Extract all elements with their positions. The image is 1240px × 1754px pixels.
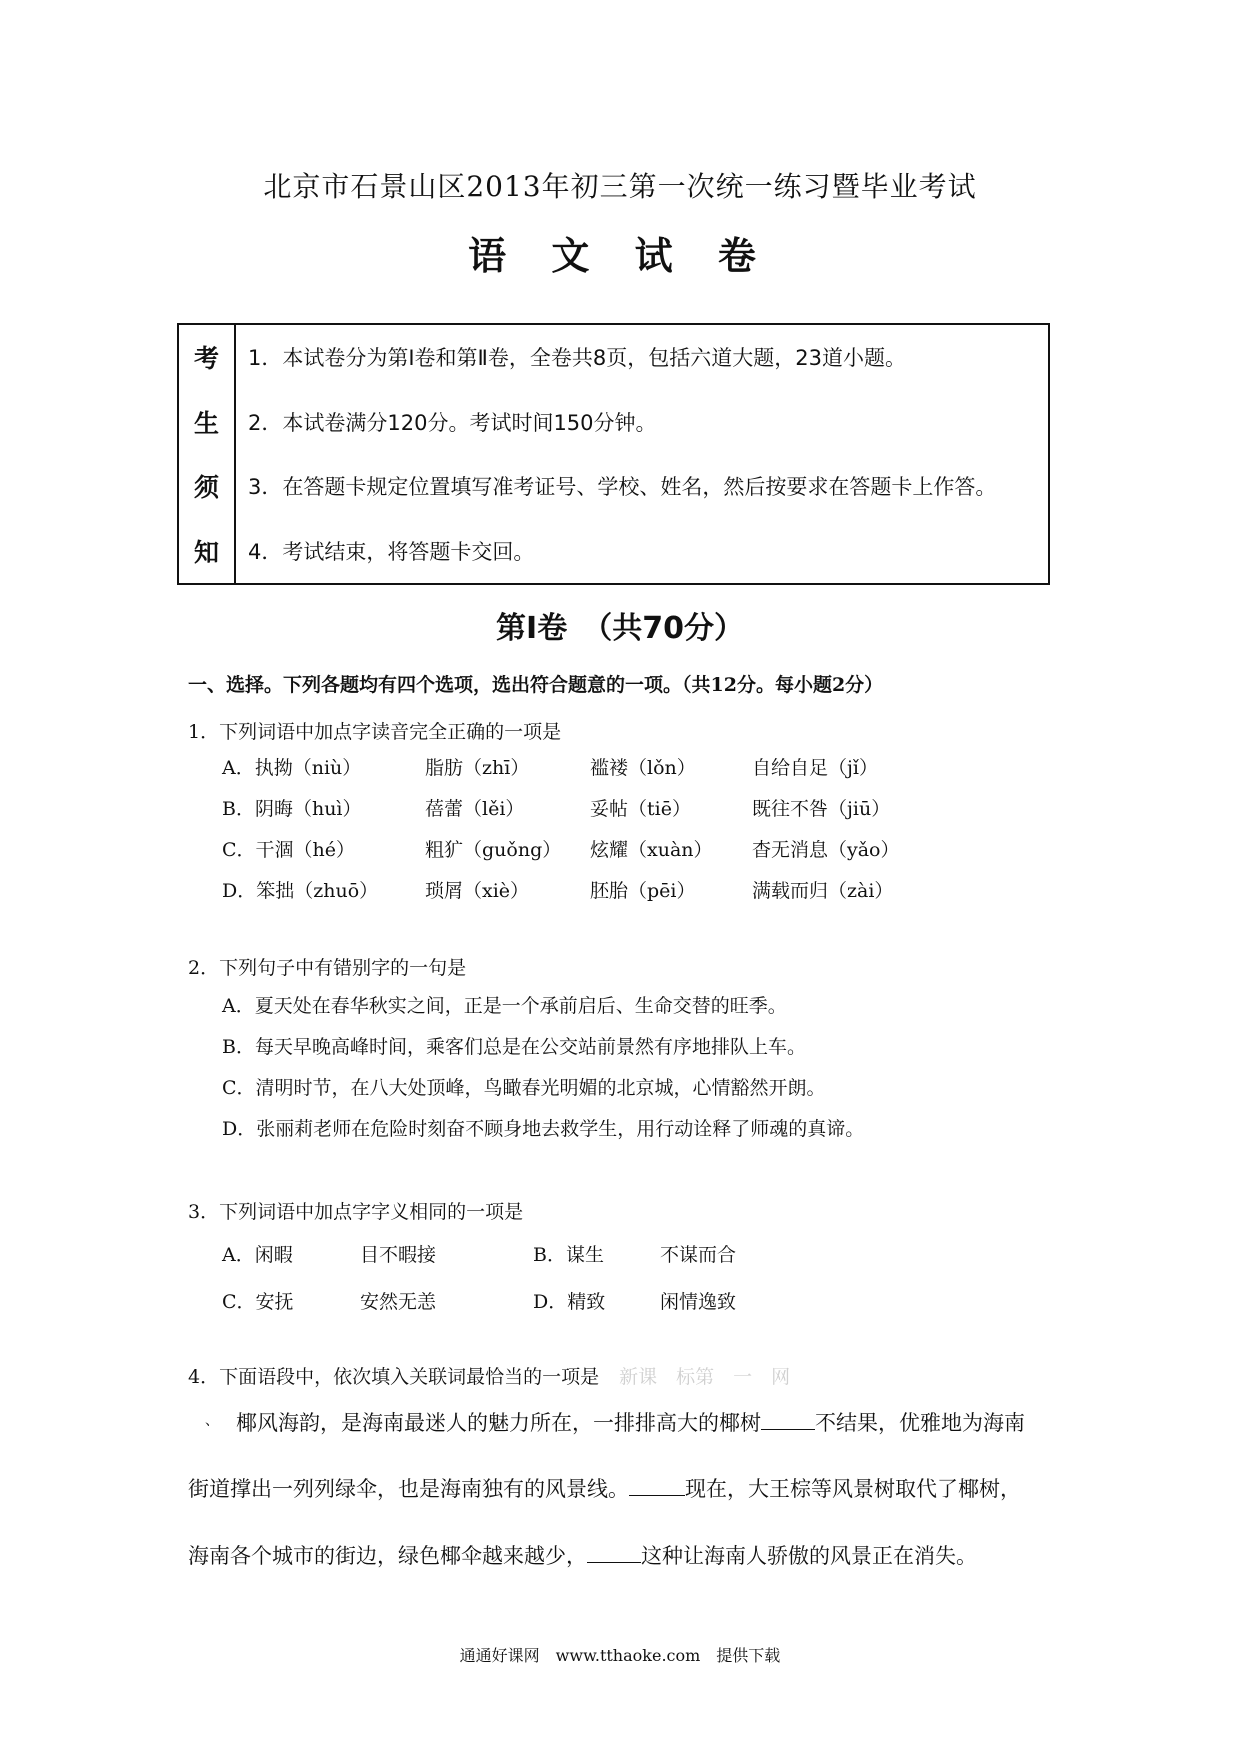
notice-box [177, 323, 1050, 585]
q1-option: C．干涸（hé） [222, 839, 356, 861]
footer: 通通好课网 www.tthaoke.com 提供下载 [459, 1646, 781, 1665]
q1-option: 胚胎（pēi） [590, 880, 696, 902]
exam-title: 北京市石景山区2013年初三第一次统一练习暨毕业考试 [263, 170, 977, 203]
notice-item: 2．本试卷满分120分。考试时间150分钟。 [248, 410, 657, 435]
question-2-stem: 2．下列句子中有错别字的一句是 [188, 957, 467, 979]
notice-label-char: 须 [193, 473, 219, 503]
q3-option: D．精致 [533, 1291, 606, 1313]
question-4-stem [188, 1362, 790, 1389]
notice-label-char: 知 [193, 537, 219, 567]
q1-option: A．执拗（niù） [222, 757, 362, 779]
blank-1 [761, 1409, 815, 1430]
q1-option: 自给自足（jǐ） [752, 757, 878, 779]
q1-option: 蓓蕾（lěi） [425, 798, 525, 820]
exam-subtitle: 语 文 试 卷 [468, 233, 772, 278]
q4-line-3 [188, 1540, 977, 1570]
question-1-stem: 1．下列词语中加点字读音完全正确的一项是 [188, 721, 562, 743]
q3-option: A．闲暇 [222, 1244, 293, 1266]
q1-option: B．阴晦（huì） [222, 798, 362, 820]
question-3-stem: 3．下列词语中加点字字义相同的一项是 [188, 1201, 524, 1223]
q1-option: 粗犷（guǒng） [425, 839, 562, 861]
notice-label-char: 生 [193, 408, 219, 438]
notice-label [179, 325, 236, 583]
q4-line-3b: 这种让海南人骄傲的风景正在消失。 [641, 1544, 977, 1568]
q3-option: 目不暇接 [360, 1244, 437, 1266]
q4-stem-text: 4．下面语段中，依次填入关联词最恰当的一项是 [188, 1366, 600, 1388]
q3-option: 不谋而合 [660, 1244, 737, 1266]
notice-item: 1．本试卷分为第Ⅰ卷和第Ⅱ卷，全卷共8页，包括六道大题，23道小题。 [248, 346, 906, 371]
notice-item: 3．在答题卡规定位置填写准考证号、学校、姓名，然后按要求在答题卡上作答。 [248, 475, 997, 500]
q4-line-2b: 现在，大王棕等风景树取代了椰树， [685, 1477, 1021, 1501]
volume-title: 第Ⅰ卷 （共70分） [496, 611, 744, 646]
q1-option: 妥帖（tiē） [590, 798, 691, 820]
blank-3 [587, 1542, 641, 1563]
q4-line-2 [188, 1473, 1021, 1503]
q1-option: 杳无消息（yǎo） [752, 839, 900, 861]
paragraph-bullet: 、 [205, 1413, 219, 1429]
q4-line-2a: 街道撑出一列列绿伞，也是海南独有的风景线。 [188, 1477, 629, 1501]
notice-item: 4．考试结束，将答题卡交回。 [248, 539, 535, 564]
q2-option: D．张丽莉老师在危险时刻奋不顾身地去救学生，用行动诠释了师魂的真谛。 [222, 1118, 865, 1140]
blank-2 [629, 1475, 685, 1496]
q1-option: 炫耀（xuàn） [590, 839, 713, 861]
q1-option: 琐屑（xiè） [425, 880, 530, 902]
q2-option: C．清明时节，在八大处顶峰，鸟瞰春光明媚的北京城，心情豁然开朗。 [222, 1077, 826, 1099]
q1-option: 满载而归（zài） [752, 880, 894, 902]
q3-option: 闲情逸致 [660, 1291, 737, 1313]
q1-option: D．笨拙（zhuō） [222, 880, 379, 902]
q4-line-1 [236, 1407, 1025, 1437]
q4-line-1a: 椰风海韵，是海南最迷人的魅力所在，一排排高大的椰树 [236, 1411, 761, 1435]
q2-option: A．夏天处在春华秋实之间，正是一个承前启后、生命交替的旺季。 [222, 995, 787, 1017]
q1-option: 脂肪（zhī） [425, 757, 530, 779]
q3-option: 安然无恙 [360, 1291, 437, 1313]
q3-option: C．安抚 [222, 1291, 294, 1313]
q4-line-1b: 不结果，优雅地为海南 [815, 1411, 1025, 1435]
q3-option: B．谋生 [533, 1244, 604, 1266]
q2-option: B．每天早晚高峰时间，乘客们总是在公交站前景然有序地排队上车。 [222, 1036, 806, 1058]
section-title: 一、选择。下列各题均有四个选项，选出符合题意的一项。（共12分。每小题2分） [188, 674, 884, 696]
q1-option: 既往不咎（jiū） [752, 798, 891, 820]
q1-option: 褴褛（lǒn） [590, 757, 696, 779]
watermark-text: 新课 标第 一 网 [619, 1366, 791, 1388]
notice-label-char: 考 [193, 344, 219, 374]
notice-items [236, 325, 1048, 583]
q4-line-3a: 海南各个城市的街边，绿色椰伞越来越少， [188, 1544, 587, 1568]
